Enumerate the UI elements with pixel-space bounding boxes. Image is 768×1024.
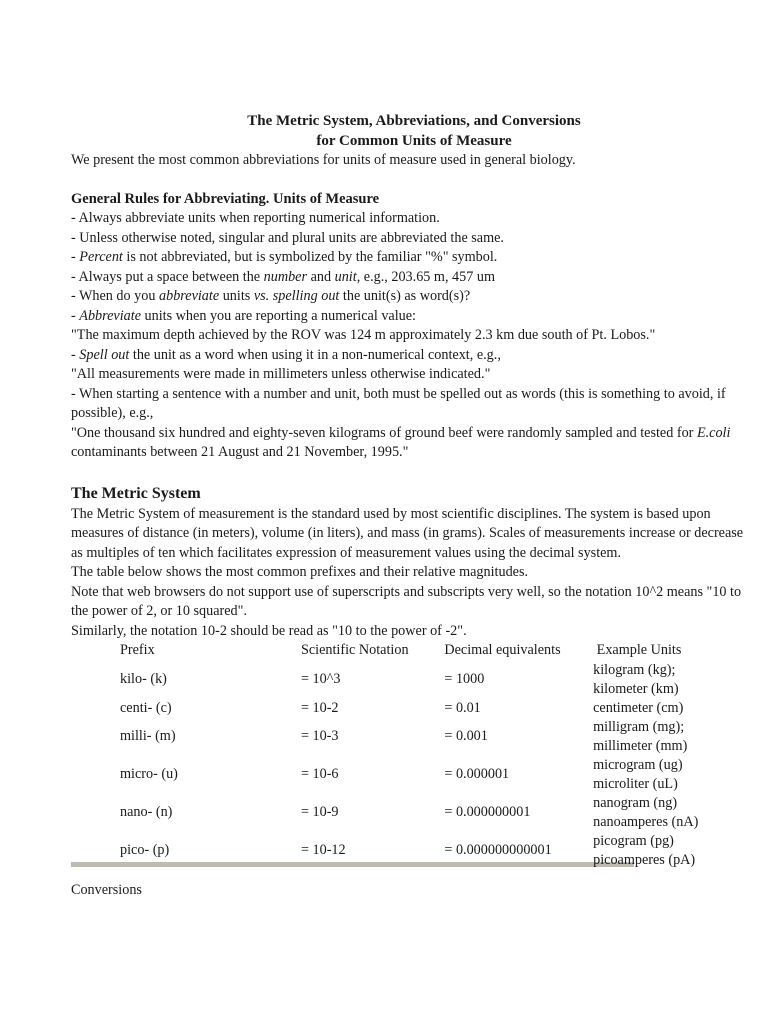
title-line-2: for Common Units of Measure — [316, 133, 512, 149]
cell-scientific: = 10-3 — [300, 728, 339, 745]
prefix-table — [71, 641, 751, 870]
cell-decimal: = 1000 — [444, 670, 485, 687]
cell-example: microgram (ug) microliter (uL) — [593, 757, 683, 792]
rule-4: - Always put a space between the number and unit, e.g., 203.65 m, 457 um — [71, 268, 496, 285]
cell-prefix: nano- (n) — [120, 804, 173, 821]
header-example-units: Example Units — [593, 642, 682, 659]
metric-heading: The Metric System — [71, 484, 201, 502]
header-scientific-notation: Scientific Notation — [300, 642, 409, 658]
conversions-heading: Conversions — [71, 882, 142, 898]
cell-scientific: = 10-12 — [300, 842, 346, 859]
rule-2: - Unless otherwise noted, singular and plural units are abbreviated the same. — [71, 229, 504, 246]
cell-scientific: = 10-6 — [300, 766, 339, 783]
cell-example: kilogram (kg); kilometer (km) — [593, 661, 679, 697]
rule-8: - Spell out the unit as a word when using it in a non-numerical context, e.g., — [71, 346, 501, 363]
table-header-row — [71, 641, 751, 661]
rule-10: - When starting a sentence with a number and unit, both must be spelled out as words (this is something to avoid, if possible), e.g., — [71, 385, 726, 421]
cell-example: centimeter (cm) — [593, 699, 684, 716]
metric-paragraph-2: The table below shows the most common prefixes and their relative magnitudes. — [71, 564, 529, 580]
cell-example: picogram (pg) picoamperes (pA) — [593, 833, 696, 868]
cell-prefix: milli- (m) — [120, 728, 176, 745]
title-line-1: The Metric System, Abbreviations, and Conversions — [247, 113, 581, 129]
cell-example: milligram (mg); millimeter (mm) — [593, 719, 688, 754]
table-row — [71, 661, 751, 699]
table-row — [71, 756, 751, 794]
table-row — [71, 699, 751, 719]
cell-decimal: = 0.000001 — [444, 766, 510, 783]
cell-decimal: = 0.01 — [444, 699, 481, 716]
rule-7-example: "The maximum depth achieved by the ROV was 124 m approximately 2.3 km due south of Pt. Lobos." — [71, 327, 656, 343]
cell-decimal: = 0.000000000001 — [444, 842, 552, 859]
cell-example: nanogram (ng) nanoamperes (nA) — [593, 795, 699, 830]
rule-9-example: "All measurements were made in millimeters unless otherwise indicated." — [71, 366, 491, 382]
table-row — [71, 794, 751, 832]
metric-paragraph-4: Similarly, the notation 10-2 should be read as "10 to the power of -2". — [71, 622, 467, 639]
rules-heading: General Rules for Abbreviating. Units of Measure — [71, 190, 380, 207]
intro-text: We present the most common abbreviations for units of measure used in general biology. — [71, 152, 576, 168]
cell-prefix: micro- (u) — [120, 766, 178, 783]
document-page — [71, 111, 751, 901]
cell-prefix: pico- (p) — [120, 842, 170, 859]
cell-decimal: = 0.000000001 — [444, 804, 531, 821]
metric-paragraph-1: The Metric System of measurement is the standard used by most scientific disciplines. The system is based upon measures of distance (in meters), volume (in liters), and mass (in grams). Scales of measurements increase or decrease as multiples of ten which facilitates expression of measurement values using the decimal system. — [71, 505, 744, 561]
rule-5: - When do you abbreviate units vs. spelling out the unit(s) as word(s)? — [71, 288, 471, 304]
cell-scientific: = 10-9 — [300, 804, 339, 821]
cell-decimal: = 0.001 — [444, 728, 488, 745]
cell-prefix: centi- (c) — [120, 699, 172, 716]
horizontal-rule — [71, 862, 634, 867]
header-decimal-equivalents: Decimal equivalents — [444, 642, 561, 658]
metric-paragraph-3: Note that web browsers do not support use of superscripts and subscripts very well, so the notation 10^2 means "10 to the power of 2, or 10 squared". — [71, 583, 742, 619]
cell-prefix: kilo- (k) — [120, 670, 167, 687]
document-title — [77, 111, 751, 151]
rule-1: - Always abbreviate units when reporting numerical information. — [71, 210, 440, 226]
cell-scientific: = 10-2 — [300, 699, 339, 716]
rule-6: - Abbreviate units when you are reporting a numerical value: — [71, 307, 416, 324]
table-row — [71, 718, 751, 756]
header-prefix: Prefix — [120, 642, 155, 658]
rule-11-example: "One thousand six hundred and eighty-seven kilograms of ground beef were randomly sampled and tested for E.coli contaminants between 21 August and 21 November, 1995." — [71, 424, 731, 460]
rule-3: - Percent is not abbreviated, but is symbolized by the familiar "%" symbol. — [71, 249, 498, 265]
cell-scientific: = 10^3 — [300, 670, 341, 687]
